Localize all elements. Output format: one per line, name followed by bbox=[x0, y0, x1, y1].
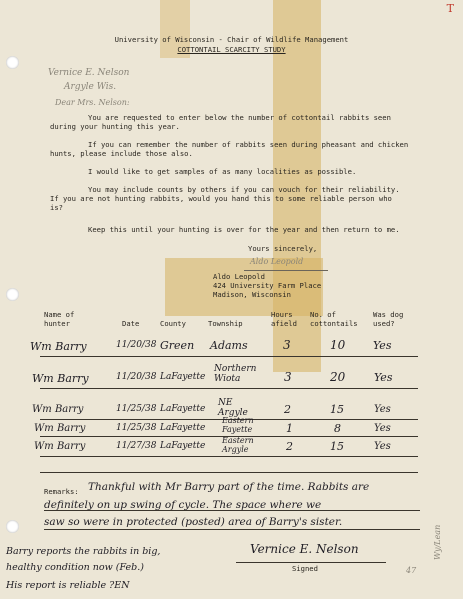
punch-hole-bottom bbox=[6, 520, 19, 533]
cell-township: Northern Wiota bbox=[214, 364, 257, 384]
paragraph-5: Keep this until your hunting is over for the year and then return to me. bbox=[88, 225, 400, 234]
cell-county: LaFayette bbox=[160, 441, 206, 451]
header-institution: University of Wisconsin - Chair of Wildlife Management bbox=[114, 35, 349, 44]
column-header-date: Date bbox=[122, 319, 140, 328]
cell-dog: Yes bbox=[374, 441, 391, 452]
cell-count: 10 bbox=[330, 338, 346, 352]
signature-line bbox=[244, 270, 328, 271]
cell-hunter: Wm Barry bbox=[34, 441, 86, 452]
cell-date: 11/20/38 bbox=[116, 340, 157, 350]
leopold-signature: Aldo Leopold bbox=[250, 257, 304, 266]
margin-side-note: Wy/Lean bbox=[433, 524, 442, 560]
column-header-hours-2: afield bbox=[271, 319, 297, 328]
cell-county: LaFayette bbox=[160, 372, 206, 382]
column-header-county: County bbox=[160, 319, 186, 328]
cell-count: 20 bbox=[330, 370, 346, 384]
recipient-name: Vernice E. Nelson bbox=[48, 68, 130, 78]
note-line-1: Barry reports the rabbits in big, bbox=[6, 546, 161, 557]
paragraph-3: I would like to get samples of as many localities as possible. bbox=[88, 167, 357, 176]
cell-county: Green bbox=[160, 339, 195, 352]
row-rule bbox=[40, 388, 418, 389]
closing-phrase: Yours sincerely, bbox=[248, 244, 318, 253]
cell-township: Eastern Fayette bbox=[222, 416, 254, 434]
sender-address-2: Madison, Wisconsin bbox=[213, 290, 291, 299]
recipient-town: Argyle Wis. bbox=[64, 82, 117, 92]
column-header-dog-2: used? bbox=[373, 319, 395, 328]
cell-hours: 2 bbox=[284, 403, 291, 416]
cell-count: 8 bbox=[334, 422, 341, 435]
cell-hours: 3 bbox=[283, 338, 291, 352]
respondent-signature: Vernice E. Nelson bbox=[250, 542, 359, 556]
paragraph-4-line-2: If you are not hunting rabbits, would you hand this to some reliable person who bbox=[50, 194, 392, 203]
punch-hole-middle bbox=[6, 288, 19, 301]
column-header-hours-1: Hours bbox=[271, 310, 293, 319]
column-header-name-2: hunter bbox=[44, 319, 70, 328]
row-rule bbox=[40, 456, 418, 457]
remarks-label: Remarks: bbox=[44, 487, 79, 496]
remarks-rule bbox=[44, 529, 420, 530]
column-header-dog-1: Was dog bbox=[373, 310, 404, 319]
salutation: Dear Mrs. Nelson: bbox=[55, 98, 130, 107]
signed-rule bbox=[236, 562, 386, 563]
column-header-count-2: cottontails bbox=[310, 319, 358, 328]
remarks-line-3: saw so were in protected (posted) area of Barry's sister. bbox=[44, 516, 343, 528]
paragraph-4-line-1: You may include counts by others if you can vouch for their reliability. bbox=[88, 185, 400, 194]
cell-township: NE Argyle bbox=[218, 398, 248, 418]
cell-count: 15 bbox=[330, 403, 344, 416]
cell-hours: 2 bbox=[286, 440, 293, 453]
paragraph-1-line-1: You are requested to enter below the number of cottontail rabbits seen bbox=[88, 113, 391, 122]
column-header-township: Township bbox=[208, 319, 243, 328]
cell-hunter: Wm Barry bbox=[30, 340, 87, 353]
cell-county: LaFayette bbox=[160, 404, 206, 414]
cell-county: LaFayette bbox=[160, 423, 206, 433]
sender-name: Aldo Leopold bbox=[213, 272, 265, 281]
cell-dog: Yes bbox=[374, 423, 391, 434]
margin-stamp: 47 bbox=[406, 566, 417, 575]
note-line-3: His report is reliable ?EN bbox=[6, 580, 130, 591]
cell-date: 11/25/38 bbox=[116, 423, 157, 433]
column-header-name-1: Name of bbox=[44, 310, 75, 319]
cell-date: 11/25/38 bbox=[116, 404, 157, 414]
cell-date: 11/20/38 bbox=[116, 372, 157, 382]
column-header-count-1: No. of bbox=[310, 310, 336, 319]
remarks-line-2: definitely on up swing of cycle. The space where we bbox=[44, 499, 322, 511]
corner-mark: T bbox=[446, 2, 454, 15]
cell-hunter: Wm Barry bbox=[34, 423, 86, 434]
cell-dog: Yes bbox=[373, 339, 392, 352]
cell-hours: 1 bbox=[286, 422, 293, 435]
punch-hole-top bbox=[6, 56, 19, 69]
row-rule bbox=[40, 356, 418, 357]
cell-count: 15 bbox=[330, 440, 344, 453]
row-rule bbox=[40, 472, 418, 473]
cell-dog: Yes bbox=[374, 371, 393, 384]
cell-township: Adams bbox=[210, 339, 248, 352]
cell-township: Eastern Argyle bbox=[222, 436, 254, 454]
cell-hunter: Wm Barry bbox=[32, 372, 89, 385]
cell-hunter: Wm Barry bbox=[32, 404, 84, 415]
note-line-2: healthy condition now (Feb.) bbox=[6, 562, 144, 573]
paragraph-4-line-3: is? bbox=[50, 203, 63, 212]
paragraph-2-line-1: If you can remember the number of rabbits seen during pheasant and chicken bbox=[88, 140, 409, 149]
remarks-line-1: Thankful with Mr Barry part of the time. Rabbits are bbox=[88, 481, 370, 493]
header-study-title: COTTONTAIL SCARCITY STUDY bbox=[177, 45, 286, 54]
paragraph-1-line-2: during your hunting this year. bbox=[50, 122, 180, 131]
paragraph-2-line-2: hunts, please include those also. bbox=[50, 149, 193, 158]
sender-address-1: 424 University Farm Place bbox=[213, 281, 322, 290]
cell-hours: 3 bbox=[284, 370, 292, 384]
cell-date: 11/27/38 bbox=[116, 441, 157, 451]
cell-dog: Yes bbox=[374, 404, 391, 415]
signed-label: Signed bbox=[292, 564, 318, 573]
